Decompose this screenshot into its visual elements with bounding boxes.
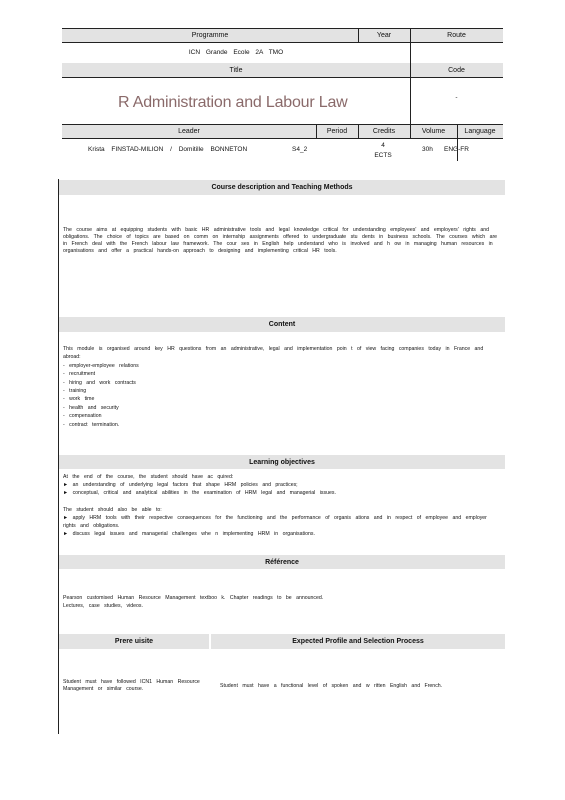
programme-value: ICN Grande Ecole 2A TMO (188, 49, 284, 56)
period-label: Period (316, 124, 358, 138)
period-value: S4_2 (292, 146, 308, 153)
volume-label: Volume (410, 124, 457, 138)
expected-profile-heading: Expected Profile and Selection Process (211, 634, 505, 649)
prerequisite-heading: Prere uisite (59, 634, 209, 649)
learning-objectives-heading: Learning objectives (59, 455, 505, 469)
leader-label: Leader (62, 124, 316, 138)
credits-label: Credits (358, 124, 410, 138)
course-description-heading: Course description and Teaching Methods (59, 180, 505, 195)
course-description-text: The course aims at equipping students with basic HR administrative tools and legal knowledge critical for understanding employees' and employers' rights and obligations. The choice of topics are based on comm on internship assignments offered to undergraduate stu dents in business schools. The courses which are in French deal with the French labour law framework. The cour ses in English help understand who is involved and h ow in managing human resources in organisations and offer a practical hands-on approach to designing and implementing critical HR tools. (63, 227, 502, 254)
reference-text: Pearson customised Human Resource Management textboo k. Chapter readings to be announced. Lectures, case studies, videos. (63, 595, 324, 610)
code-value: - (455, 93, 458, 101)
leader-value: Krista FINSTAD-MILION / Domitille BONNETON (88, 146, 248, 153)
credits-value: 4 ECTS (374, 142, 392, 159)
title-label: Title (62, 63, 410, 77)
content-heading: Content (59, 317, 505, 332)
language-label: Language (457, 124, 503, 138)
code-label: Code (410, 63, 503, 77)
prerequisite-text: Student must have followed ICN1 Human Resource Management or similar course. (63, 679, 205, 692)
year-label: Year (358, 28, 410, 42)
route-label: Route (410, 28, 503, 42)
reference-heading: Référence (59, 555, 505, 569)
programme-label: Programme (62, 28, 358, 42)
course-title: R Administration and Labour Law (118, 94, 348, 111)
learning-objectives-text: At the end of the course, the student should have ac quired: ► an understanding of underlying legal factors that shape HRM policies and practices; ► conceptual, critical and analytical abilities in the examination of HRM legal and managerial issues. The student should also be able to: ► apply HRM tools with their respective consequences for the functioning and the performance of organis ations and in respect of employee and employer rights and obligations. ► discuss legal issues and managerial challenges whe n implementing HRM in organisations. (63, 474, 487, 538)
language-value: ENG-FR (444, 146, 469, 153)
header-table (62, 28, 503, 161)
content-text: This module is organised around key HR questions from an administrative, legal and implementation poin t of view facing companies today in France and abroad: - employer-employee relations - recruitment - hiring and work contracts - training - work time - health and security - compensation - contract termination. (63, 346, 484, 428)
expected-profile-text: Student must have a functional level of spoken and w ritten English and French. (220, 683, 443, 689)
volume-value: 30h (422, 146, 433, 153)
